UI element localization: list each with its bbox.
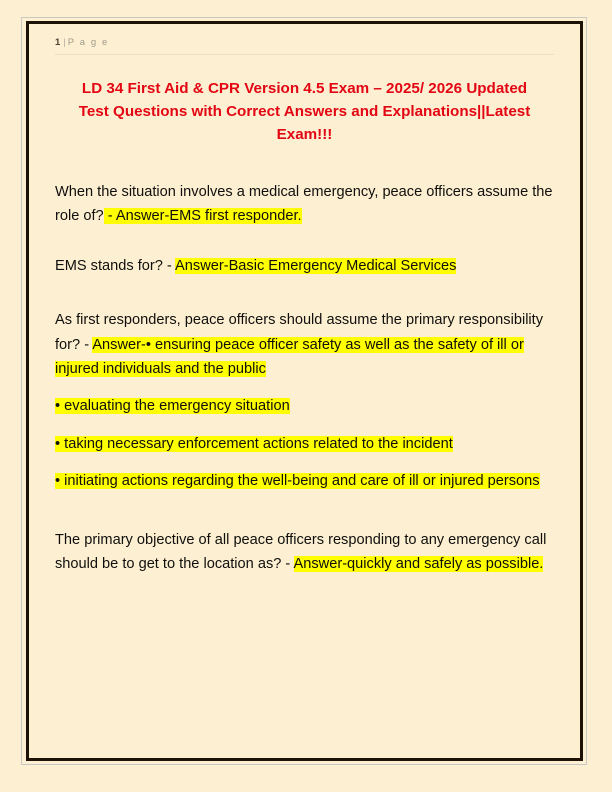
page-number: 1 xyxy=(55,37,61,48)
title-line-1: LD 34 First Aid & CPR Version 4.5 Exam – 2025/ 2026 xyxy=(81,80,463,97)
document-title xyxy=(55,77,554,146)
title-line-2: Updated Test Questions with Correct Answers and xyxy=(78,80,528,120)
qa-item-1 xyxy=(55,180,554,229)
answer-bullet-3 xyxy=(55,469,554,493)
question-text-1: When the situation involves a medical emergency, peace officers assume the role of? xyxy=(55,184,553,225)
running-header xyxy=(55,37,554,55)
header-separator: | xyxy=(63,37,66,48)
answer-bullet-text-1: • evaluating the emergency situation xyxy=(55,398,290,415)
answer-bullet-2 xyxy=(55,432,554,456)
question-text-2: EMS stands for? - xyxy=(55,257,176,274)
question-text-3: As first responders, peace officers should assume the primary responsibility for? - xyxy=(55,312,544,353)
page-border-outer xyxy=(21,17,587,765)
title-line-3: Explanations||Latest Exam!!! xyxy=(276,103,531,143)
qa-item-4 xyxy=(55,528,554,577)
answer-highlight-2: Answer-Basic Emergency Medical Services xyxy=(175,257,457,274)
qa-item-3 xyxy=(55,308,554,381)
page-border-inner xyxy=(26,21,583,761)
question-text-4: The primary objective of all peace officers responding to any emergency call should be to get to the location as? - xyxy=(55,531,547,573)
page-label: P a g e xyxy=(67,37,109,48)
document-page xyxy=(29,24,580,758)
answer-bullet-text-2: • taking necessary enforcement actions related to the incident xyxy=(55,435,453,452)
answer-highlight-4: Answer-quickly and safely as possible. xyxy=(293,556,544,573)
answer-bullet-1 xyxy=(55,394,554,418)
answer-highlight-3: Answer-• ensuring peace officer safety as well as the safety of ill or injured individuals and the public xyxy=(55,336,524,378)
qa-item-2 xyxy=(55,254,554,278)
answer-highlight-1: - Answer-EMS first responder. xyxy=(103,208,302,225)
answer-bullet-text-3: • initiating actions regarding the well-being and care of ill or injured persons xyxy=(55,473,540,490)
